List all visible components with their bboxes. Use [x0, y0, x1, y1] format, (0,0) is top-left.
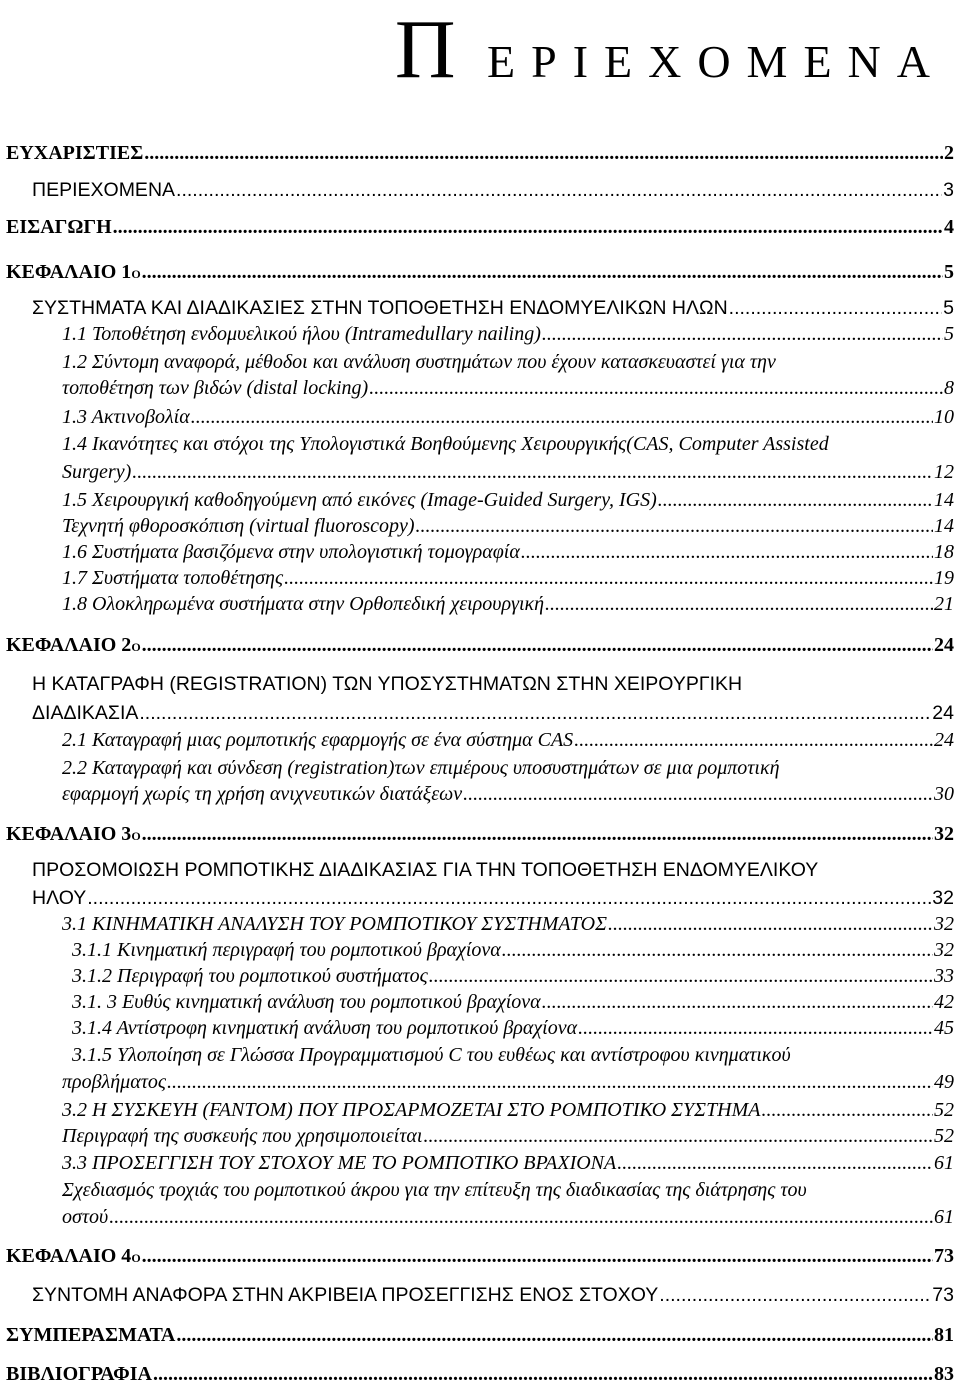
toc-page-number: 24 [934, 729, 954, 751]
toc-dot-leader [542, 990, 933, 1014]
toc-entry-continuation: οστού [62, 1206, 109, 1228]
toc-entry[interactable] [62, 460, 954, 484]
toc-page-number: 5 [944, 261, 954, 283]
toc-entry[interactable] [62, 912, 954, 936]
toc-page-number: 19 [934, 567, 954, 589]
toc-dot-leader [87, 886, 931, 910]
toc-entry-text: 3.1.4 Αντίστροφη κινηματική ανάλυση του ρομποτικού βραχίονα [72, 1017, 578, 1039]
page-title-initial: Π [394, 3, 460, 96]
toc-entry-text: ΠΡΟΣΟΜΟΙΩΣΗ ΡΟΜΠΟΤΙΚΗΣ ΔΙΑΔΙΚΑΣΙΑΣ ΓΙΑ ΤΗΝ ΤΟΠΟΘΕΤΗΣΗ ΕΝΔΟΜΥΕΛΙΚΟΥ [32, 859, 819, 881]
toc-page-number: 83 [934, 1363, 954, 1385]
toc-entry[interactable] [62, 540, 954, 564]
toc-entry-line [32, 858, 818, 882]
toc-dot-leader [132, 460, 933, 484]
toc-dot-leader [142, 633, 933, 657]
page-title-rest: ΕΡΙΕΧΟΜΕΝΑ [487, 36, 946, 87]
toc-dot-leader [109, 1205, 933, 1229]
toc-dot-leader [658, 488, 933, 512]
toc-dot-leader [144, 141, 943, 165]
toc-entry-line [62, 1178, 807, 1202]
toc-entry-text: ΒΙΒΛΙΟΓΡΑΦΙΑ [6, 1363, 152, 1385]
toc-dot-leader [762, 1098, 933, 1122]
toc-page-number: 8 [944, 377, 954, 399]
toc-dot-leader [284, 566, 933, 590]
toc-entry-text: Περιγραφή της συσκευής που χρησιμοποιείται [62, 1125, 423, 1147]
toc-entry[interactable] [32, 178, 954, 202]
toc-entry[interactable] [32, 296, 954, 320]
toc-entry-text: ΕΙΣΑΓΩΓΗ [6, 216, 112, 238]
toc-entry-text: 1.7 Συστήματα τοποθέτησης [62, 567, 284, 589]
toc-entry-line [72, 1043, 791, 1067]
toc-entry-text: 1.1 Τοποθέτηση ενδομυελικού ήλου (Intramedullary nailing) [62, 323, 541, 345]
toc-page-number: 30 [934, 783, 954, 805]
toc-page-number: 2 [944, 142, 954, 164]
toc-entry-continuation: Surgery) [62, 461, 132, 483]
toc-entry[interactable] [72, 938, 954, 962]
toc-entry[interactable]: ΚΕΦΑΛΑΙΟ 3 Ο ..... 32 [6, 822, 954, 846]
toc-page-number: 73 [932, 1284, 954, 1306]
toc-page-number: 24 [932, 702, 954, 724]
toc-dot-leader [542, 322, 943, 346]
toc-entry[interactable] [62, 782, 954, 806]
toc-entry-text: 3.1.1 Κινηματική περιγραφή του ρομποτικού βραχίονα [72, 939, 501, 961]
toc-entry-text: Η ΚΑΤΑΓΡΑΦΗ (REGISTRATION) ΤΩΝ ΥΠΟΣΥΣΤΗΜΑΤΩΝ ΣΤΗΝ ΧΕΙΡΟΥΡΓΙΚΗ [32, 673, 743, 695]
toc-entry[interactable] [62, 376, 954, 400]
toc-entry-text: ΠΕΡΙΕΧΟΜΕΝΑ [32, 179, 176, 201]
toc-page-number: 12 [934, 461, 954, 483]
toc-entry[interactable] [62, 566, 954, 590]
toc-entry[interactable] [6, 215, 954, 239]
toc-entry-text: ΚΕΦΑΛΑΙΟ 3 [6, 823, 132, 845]
toc-entry-text: 1.2 Σύντομη αναφορά, μέθοδοι και ανάλυση συστημάτων που έχουν κατασκευαστεί για την [62, 351, 776, 373]
toc-entry-continuation: ΔΙΑΔΙΚΑΣΙΑ [32, 702, 139, 724]
toc-entry-line [62, 432, 829, 456]
toc-entry-line [62, 350, 776, 374]
toc-dot-leader [139, 701, 931, 725]
toc-page-number: 14 [934, 515, 954, 537]
toc-dot-leader [429, 964, 933, 988]
toc-entry[interactable] [32, 886, 954, 910]
toc-entry-continuation: ΗΛΟΥ [32, 887, 87, 909]
toc-entry-text: 1.3 Ακτινοβολία [62, 406, 190, 428]
toc-entry-text: 3.2 Η ΣΥΣΚΕΥΗ (FANTOM) ΠΟΥ ΠΡΟΣΑΡΜΟΖΕΤΑΙ ΣΤΟ ΡΟΜΠΟΤΙΚΟ ΣΥΣΤΗΜΑ [62, 1099, 761, 1121]
toc-entry[interactable]: ΚΕΦΑΛΑΙΟ 1 Ο ..... 5 [6, 260, 954, 284]
toc-entry-text: 3.1. 3 Ευθύς κινηματική ανάλυση του ρομποτικού βραχίονα [72, 991, 541, 1013]
toc-entry-line [32, 672, 742, 696]
toc-page-number: 52 [934, 1125, 954, 1147]
toc-entry-text: ΚΕΦΑΛΑΙΟ 4 [6, 1245, 132, 1267]
toc-entry-text: Σχεδιασμός τροχιάς του ρομποτικού άκρου για την επίτευξη της διαδικασίας της διάτρησης του [62, 1179, 807, 1201]
toc-entry[interactable] [62, 1151, 954, 1175]
toc-dot-leader [521, 540, 933, 564]
toc-entry[interactable] [62, 405, 954, 429]
toc-entry[interactable] [72, 990, 954, 1014]
toc-page-number: 42 [934, 991, 954, 1013]
toc-page-number: 81 [934, 1324, 954, 1346]
toc-entry[interactable] [32, 701, 954, 725]
toc-dot-leader [545, 592, 933, 616]
toc-page-number: 61 [934, 1152, 954, 1174]
toc-entry[interactable] [62, 1205, 954, 1229]
toc-page-number: 4 [944, 216, 954, 238]
toc-dot-leader [574, 728, 933, 752]
toc-dot-leader [729, 296, 942, 320]
toc-dot-leader [369, 376, 943, 400]
toc-dot-leader [142, 260, 943, 284]
toc-entry-text: ΣΥΣΤΗΜΑΤΑ ΚΑΙ ΔΙΑΔΙΚΑΣΙΕΣ ΣΤΗΝ ΤΟΠΟΘΕΤΗΣΗ ΕΝΔΟΜΥΕΛΙΚΩΝ ΗΛΩΝ [32, 297, 728, 319]
toc-entry-continuation: προβλήματος [62, 1071, 166, 1093]
toc-dot-leader [463, 782, 933, 806]
toc-page-number: 18 [934, 541, 954, 563]
toc-entry-text: 1.8 Ολοκληρωμένα συστήματα στην Ορθοπεδική χειρουργική [62, 593, 545, 615]
toc-page-number: 24 [934, 634, 954, 656]
toc-entry-text: ΣΥΝΤΟΜΗ ΑΝΑΦΟΡΑ ΣΤΗΝ ΑΚΡΙΒΕΙΑ ΠΡΟΣΕΓΓΙΣΗΣ ΕΝΟΣ ΣΤΟΧΟΥ [32, 1284, 659, 1306]
toc-page-number: 14 [934, 489, 954, 511]
toc-entry[interactable]: ΚΕΦΑΛΑΙΟ 2 Ο ..... 24 [6, 633, 954, 657]
toc-dot-leader [423, 1124, 933, 1148]
toc-dot-leader [608, 912, 933, 936]
toc-page-number: 45 [934, 1017, 954, 1039]
toc-page-number: 73 [934, 1245, 954, 1267]
toc-entry[interactable] [62, 488, 954, 512]
toc-entry[interactable]: ΚΕΦΑΛΑΙΟ 4 Ο ..... 73 [6, 1244, 954, 1268]
toc-entry[interactable] [6, 1362, 954, 1386]
toc-dot-leader [659, 1283, 931, 1307]
toc-entry[interactable] [6, 141, 954, 165]
toc-page-number: 32 [934, 913, 954, 935]
toc-dot-leader [502, 938, 933, 962]
toc-dot-leader [142, 822, 933, 846]
toc-entry-text: 1.6 Συστήματα βασιζόμενα στην υπολογιστική τομογραφία [62, 541, 520, 563]
toc-dot-leader [167, 1070, 933, 1094]
toc-entry-text: ΚΕΦΑΛΑΙΟ 1 [6, 261, 132, 283]
toc-entry-text: Τεχνητή φθοροσκόπιση (virtual fluoroscopy) [62, 515, 415, 537]
toc-entry-text: 1.4 Ικανότητες και στόχοι της Υπολογιστικά Βοηθούμενης Χειρουργικής(CAS, Computer Assisted [62, 433, 829, 455]
toc-page-number: 52 [934, 1099, 954, 1121]
toc-entry-text: 3.1 ΚΙΝΗΜΑΤΙΚΗ ΑΝΑΛΥΣΗ ΤΟΥ ΡΟΜΠΟΤΙΚΟΥ ΣΥΣΤΗΜΑΤΟΣ [62, 913, 607, 935]
toc-page-number: 21 [934, 593, 954, 615]
toc-entry-text: ΣΥΜΠΕΡΑΣΜΑΤΑ [6, 1324, 176, 1346]
toc-dot-leader [113, 215, 943, 239]
toc-page-number: 3 [943, 179, 954, 201]
toc-page-number: 32 [932, 887, 954, 909]
toc-page-number: 10 [934, 406, 954, 428]
toc-page-number: 49 [934, 1071, 954, 1093]
toc-entry[interactable] [62, 322, 954, 346]
toc-entry[interactable] [62, 592, 954, 616]
toc-entry-text: 3.1.2 Περιγραφή του ρομποτικού συστήματος [72, 965, 428, 987]
toc-entry[interactable] [62, 514, 954, 538]
toc-page-number: 5 [944, 323, 954, 345]
toc-entry-text: ΚΕΦΑΛΑΙΟ 2 [6, 634, 132, 656]
toc-entry-text: 3.3 ΠΡΟΣΕΓΓΙΣΗ ΤΟΥ ΣΤΟΧΟΥ ΜΕ ΤΟ ΡΟΜΠΟΤΙΚΟ ΒΡΑΧΙΟΝΑ [62, 1152, 617, 1174]
toc-entry[interactable] [6, 1323, 954, 1347]
toc-entry-text: 3.1.5 Υλοποίηση σε Γλώσσα Προγραμματισμού C του ευθέως και αντίστροφου κινηματικού [72, 1044, 791, 1066]
toc-entry[interactable] [72, 964, 954, 988]
toc-entry-continuation: εφαρμογή χωρίς τη χρήση ανιχνευτικών διατάξεων [62, 783, 463, 805]
toc-entry[interactable] [72, 1016, 954, 1040]
toc-entry-continuation: τοποθέτηση των βιδών (distal locking) [62, 377, 369, 399]
toc-page-number: 33 [934, 965, 954, 987]
toc-dot-leader [153, 1362, 933, 1386]
toc-entry[interactable] [62, 1098, 954, 1122]
toc-dot-leader [416, 514, 933, 538]
toc-dot-leader [142, 1244, 933, 1268]
toc-dot-leader [176, 1323, 933, 1347]
toc-entry-text: 1.5 Χειρουργική καθοδηγούμενη από εικόνες (Image-Guided Surgery, IGS) [62, 489, 657, 511]
toc-dot-leader [176, 178, 942, 202]
toc-entry-text: 2.1 Καταγραφή μιας ρομποτικής εφαρμογής σε ένα σύστημα CAS [62, 729, 574, 751]
toc-dot-leader [578, 1016, 933, 1040]
toc-page-number: 32 [934, 823, 954, 845]
toc-dot-leader [617, 1151, 933, 1175]
toc-page-number: 61 [934, 1206, 954, 1228]
toc-entry[interactable] [62, 728, 954, 752]
toc-entry-line [62, 756, 780, 780]
toc-entry[interactable] [62, 1124, 954, 1148]
toc-dot-leader [191, 405, 933, 429]
toc-entry-text: 2.2 Καταγραφή και σύνδεση (registration)των επιμέρους υποσυστημάτων σε μια ρομποτική [62, 757, 780, 779]
toc-page-number: 32 [934, 939, 954, 961]
toc-entry[interactable] [62, 1070, 954, 1094]
toc-page-number: 5 [943, 297, 954, 319]
toc-entry[interactable] [32, 1283, 954, 1307]
toc-entry-text: ΕΥΧΑΡΙΣΤΙΕΣ [6, 142, 144, 164]
